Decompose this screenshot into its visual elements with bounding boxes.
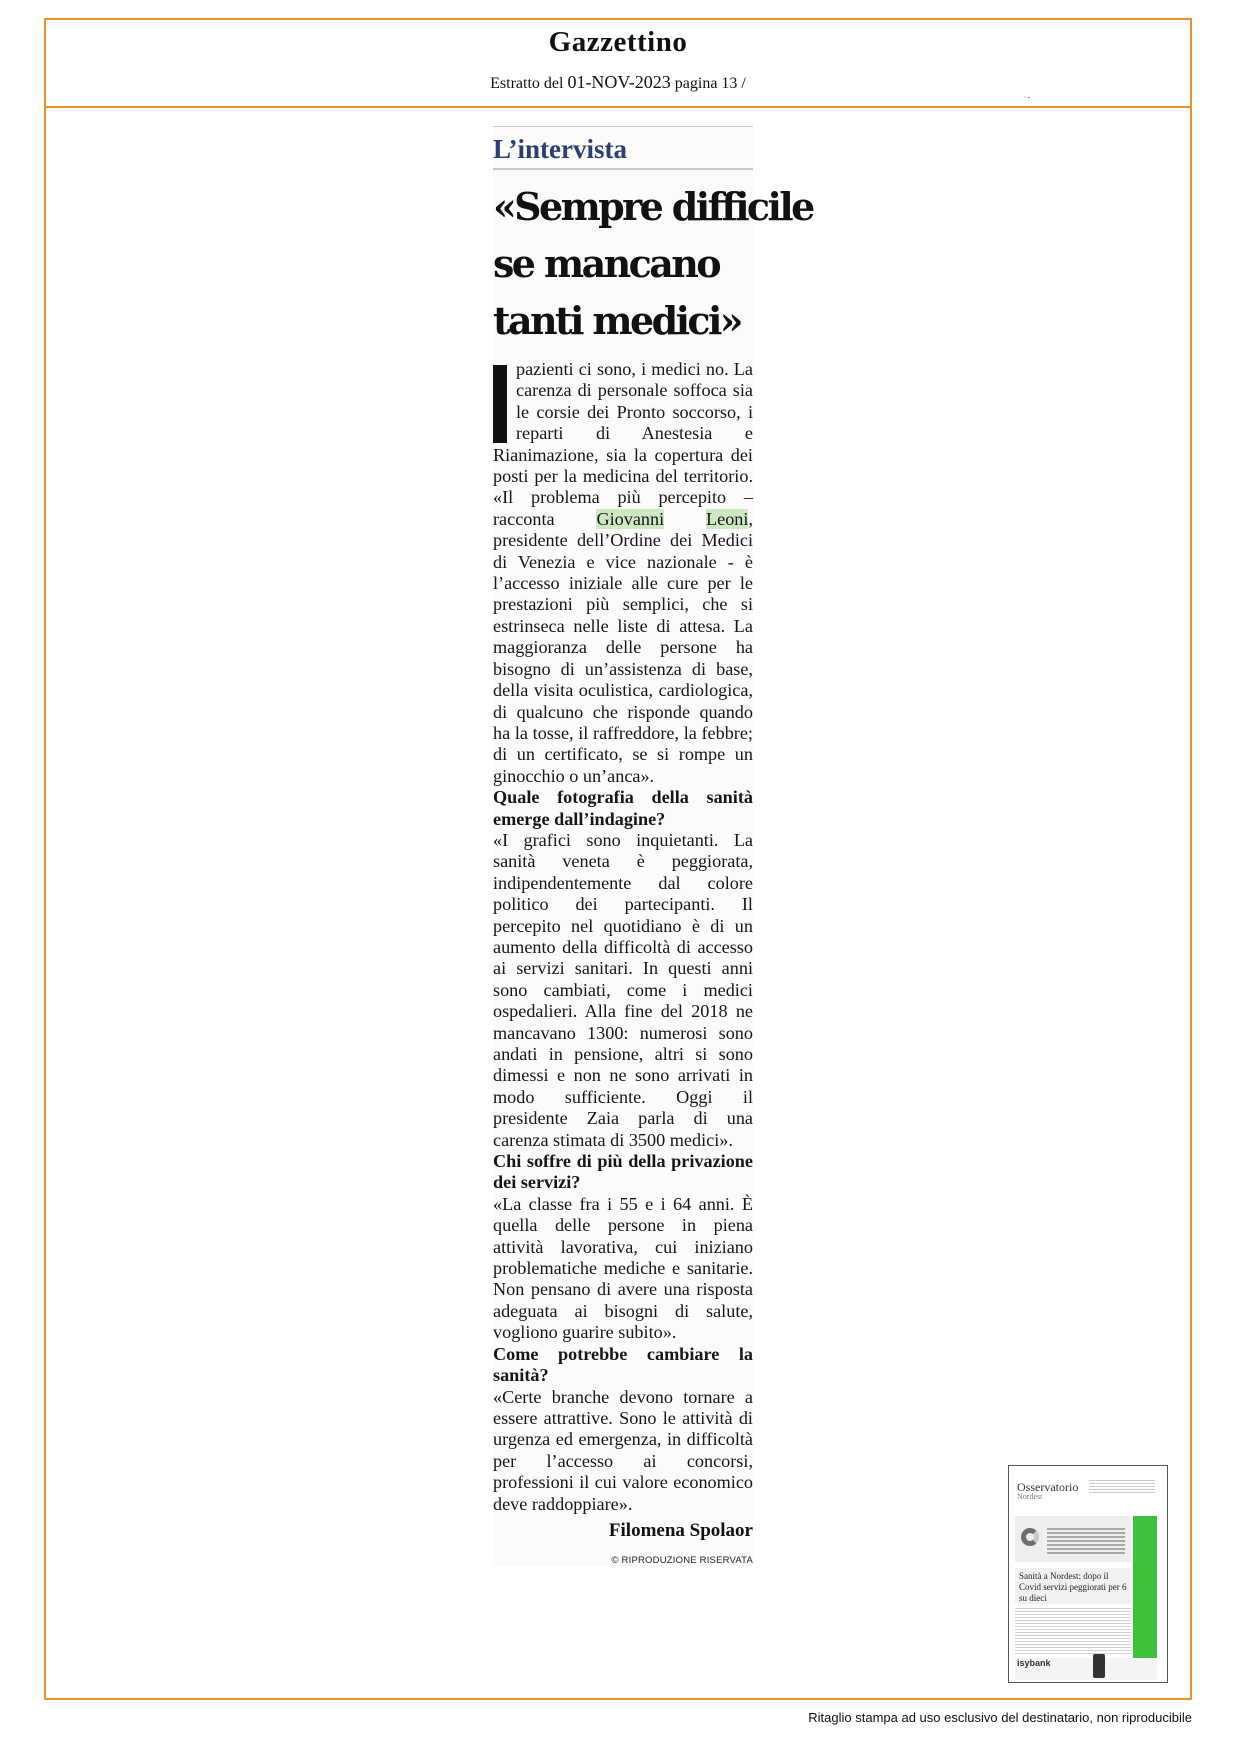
answer-3: «Certe branche devono tornare a essere attrattive. Sono le attività di urgenza ed emergenza, in difficoltà per l’accesso ai concorsi, professioni il cui valore economico deve raddoppiare». (493, 1386, 753, 1514)
thumbnail-ad-logo: isybank (1017, 1658, 1051, 1668)
answer-2: «La classe fra i 55 e i 64 anni. È quella delle persone in piena attività lavorativa, cui iniziano problematiche mediche e sanitarie. Non pensano di avere una risposta adeguata ai bisogni di salute, vogliono guarire subito». (493, 1193, 753, 1343)
footer-disclaimer: Ritaglio stampa ad uso esclusivo del destinatario, non riproducibile (808, 1710, 1192, 1725)
author-byline: Filomena Spolaor (608, 1519, 753, 1541)
extract-date: 01-NOV-2023 (567, 72, 671, 92)
drop-cap (493, 365, 507, 443)
article-body (493, 359, 753, 1515)
intro-paragraph (493, 359, 753, 787)
headline-line: tanti medici» (493, 298, 741, 343)
publication-name: Gazzettino (548, 26, 688, 58)
copyright-notice: © RIPRODUZIONE RISERVATA (611, 1554, 753, 1566)
article-rubric: L’intervista (493, 134, 627, 164)
thumbnail-title: Osservatorio (1017, 1480, 1079, 1494)
highlighted-name-last: Leoni (706, 508, 749, 529)
page-thumbnail (1008, 1465, 1168, 1683)
page-header (46, 20, 1190, 108)
question-2: Chi soffre di più della privazione dei servizi? (493, 1151, 753, 1193)
thumbnail-body-text (1015, 1608, 1131, 1654)
intro-text-start: pazienti ci sono, i medici no. La carenza di personale soffoca sia le corsie dei Pronto soccorso, i reparti di Anestesia e Rianimazione, sia la copertura dei posti per la medicina del territorio. «Il problema più percepito – racconta (493, 359, 753, 529)
extract-page: pagina 13 / (674, 75, 746, 92)
rubric-divider (493, 168, 753, 170)
thumbnail-text-block (1089, 1480, 1155, 1494)
headline-line: se mancano (493, 241, 719, 286)
thumbnail-green-column (1133, 1516, 1157, 1676)
intro-text-end: , presidente dell’Ordine dei Medici di Venezia e vice nazionale - è l’accesso iniziale alle cure per le prestazioni più semplici, che si estrinseca nelle liste di attesa. La maggioranza delle persone ha bisogno di un’assistenza di base, della visita oculistica, cardiologica, di qualcuno che risponde quando ha la tosse, il raffreddore, la febbre; di un certificato, se si rompe un ginocchio o un’anca». (493, 508, 753, 786)
question-3: Come potrebbe cambiare la sanità? (493, 1343, 753, 1386)
thumbnail-donut-chart (1021, 1528, 1039, 1546)
highlighted-name-first: Giovanni (596, 508, 665, 529)
answer-1: «I grafici sono inquietanti. La sanità veneta è peggiorata, indipendentemente dal colore politico dei partecipanti. Il percepito nel quotidiano è di un aumento della difficoltà di accesso ai servizi sanitari. In questi anni sono cambiati, come i medici ospedalieri. Alla fine del 2018 ne mancavano 1300: numerosi sono andati in pensione, altri si sono dimessi e non ne sono arrivati in modo sufficiente. Oggi il presidente Zaia parla di una carenza stimata di 3500 medici». (493, 829, 753, 1150)
headline-line: «Sempre difficile (493, 184, 813, 229)
extract-info (46, 72, 1190, 93)
thumbnail-subtitle: Nordest (1017, 1492, 1043, 1501)
question-1: Quale fotografia della sanità emerge dall’indagine? (493, 787, 753, 829)
article-headline (493, 178, 813, 349)
thumbnail-headline: Sanità a Nordest: dopo il Covid servizi peggiorati per 6 su dieci (1015, 1568, 1131, 1604)
extract-prefix: Estratto del (490, 75, 564, 92)
thumbnail-bar-chart (1047, 1528, 1125, 1554)
scan-mark: ˙ˉ (1024, 96, 1031, 107)
thumbnail-phone-icon (1093, 1654, 1105, 1678)
article-clipping (493, 126, 813, 1566)
thumbnail-content (1015, 1472, 1161, 1676)
